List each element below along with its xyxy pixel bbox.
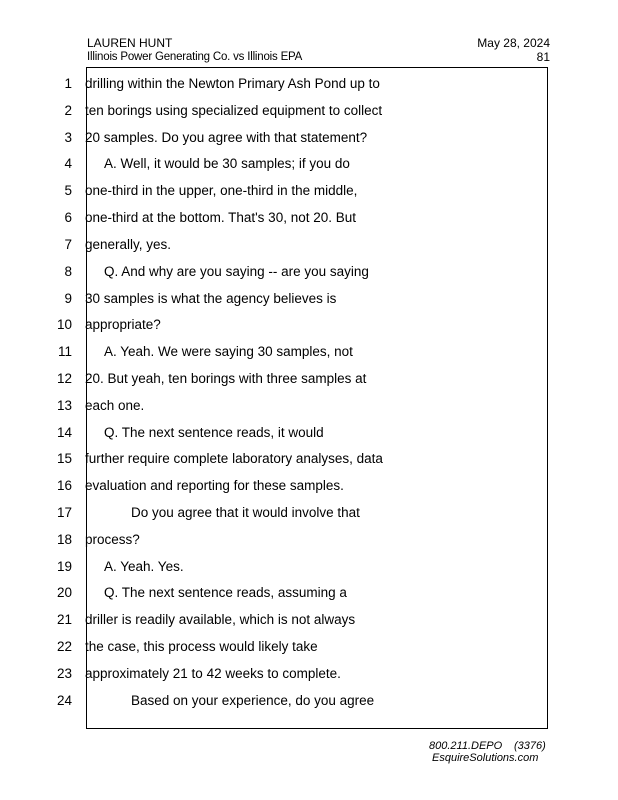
line-number: 4 <box>64 156 72 171</box>
line-text: one-third in the upper, one-third in the middle, <box>85 183 358 198</box>
line-number: 5 <box>64 183 72 198</box>
line-text: A. Yeah. We were saying 30 samples, not <box>104 344 353 359</box>
footer-phone: 800.211.DEPO <box>429 740 503 752</box>
line-text: ten borings using specialized equipment to collect <box>85 103 383 118</box>
line-number: 19 <box>56 559 72 574</box>
line-number: 24 <box>56 693 72 708</box>
line-text: Do you agree that it would involve that <box>131 505 360 520</box>
line-number: 1 <box>64 76 72 91</box>
line-text: further require complete laboratory analyses, data <box>85 451 383 466</box>
witness-name: LAUREN HUNT <box>87 36 173 50</box>
line-text: 30 samples is what the agency believes is <box>85 291 337 306</box>
line-number: 15 <box>56 451 72 466</box>
line-number: 10 <box>56 317 72 332</box>
page-number: 81 <box>536 50 550 64</box>
line-number: 6 <box>64 210 72 225</box>
line-number: 21 <box>56 612 72 627</box>
line-number: 18 <box>56 532 72 547</box>
line-number: 23 <box>56 666 72 681</box>
line-text: driller is readily available, which is not always <box>85 612 356 627</box>
footer-website: EsquireSolutions.com <box>432 752 539 764</box>
line-text: each one. <box>85 398 145 413</box>
line-number: 14 <box>56 425 72 440</box>
line-text: process? <box>85 532 140 547</box>
line-text: evaluation and reporting for these samples. <box>85 478 344 493</box>
case-caption: Illinois Power Generating Co. vs Illinois EPA <box>87 51 303 63</box>
line-text: generally, yes. <box>85 237 172 252</box>
line-text: one-third at the bottom. That's 30, not 20. But <box>85 210 356 225</box>
line-number: 17 <box>56 505 72 520</box>
line-text: the case, this process would likely take <box>85 639 318 654</box>
line-number: 16 <box>56 478 72 493</box>
line-number: 2 <box>64 103 72 118</box>
line-text: approximately 21 to 42 weeks to complete. <box>85 666 341 681</box>
line-number: 11 <box>57 344 72 359</box>
line-text: drilling within the Newton Primary Ash Pond up to <box>85 76 380 91</box>
line-number: 22 <box>56 639 72 654</box>
footer-phone-ext: (3376) <box>514 740 546 752</box>
line-text: Q. The next sentence reads, assuming a <box>104 585 347 600</box>
line-number: 3 <box>64 130 72 145</box>
line-number: 8 <box>64 264 72 279</box>
line-text: Based on your experience, do you agree <box>131 693 375 708</box>
line-number: 13 <box>56 398 72 413</box>
line-text: 20 samples. Do you agree with that statement? <box>85 130 368 145</box>
line-number: 9 <box>64 291 72 306</box>
line-number: 7 <box>64 237 72 252</box>
line-text: Q. The next sentence reads, it would <box>104 425 324 440</box>
line-text: Q. And why are you saying -- are you saying <box>104 264 369 279</box>
deposition-date: May 28, 2024 <box>477 36 550 50</box>
line-text: appropriate? <box>85 317 161 332</box>
line-text: A. Yeah. Yes. <box>104 559 184 574</box>
line-text: A. Well, it would be 30 samples; if you do <box>104 156 350 171</box>
line-number: 12 <box>56 371 72 386</box>
line-text: 20. But yeah, ten borings with three samples at <box>85 371 367 386</box>
line-number: 20 <box>56 585 72 600</box>
